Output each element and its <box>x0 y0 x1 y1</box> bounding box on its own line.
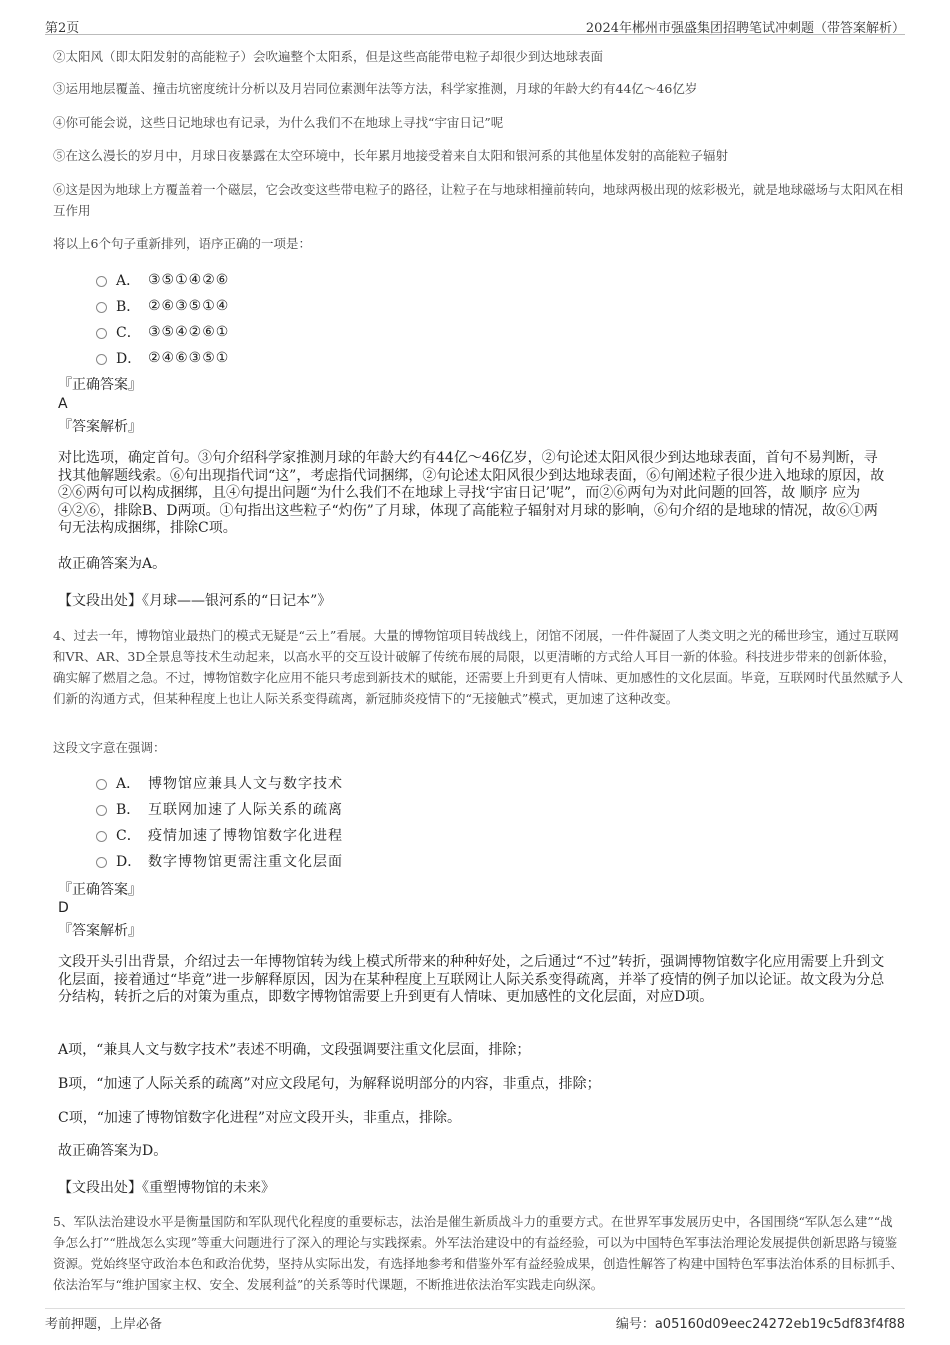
option-text: 疫情加速了博物馆数字化进程 <box>148 828 343 844</box>
option-text: 博物馆应兼具人文与数字技术 <box>148 776 343 792</box>
option-text: 互联网加速了人际关系的疏离 <box>148 802 343 818</box>
radio-icon[interactable] <box>96 805 107 816</box>
footer-divider <box>45 1308 905 1309</box>
question-4-stem: 4、过去一年，博物馆业最热门的模式无疑是“云上”看展。大量的博物馆项目转战线上，闭馆不闭展，一件件凝固了人类文明之光的稀世珍宝，通过互联网和VR、AR、3D全景息等技术生动起来，以高水平的交互设计破解了传统布展的局限，以更清晰的方式给人耳目一新的体验。科技进步带来的创新体验，确实解了燃眉之急。不过，博物馆数字化应用不能只考虑到新技术的赋能，还需要上升到更有人情味、更加感性的文化层面。毕竟，互联网时代虽然赋予人们新的沟通方式，但某种程度上也让人际关系变得疏离，新冠肺炎疫情下的“无接触式”模式，更加速了这种改变。 <box>53 628 904 706</box>
option-text: 数字博物馆更需注重文化层面 <box>148 854 343 870</box>
option-a[interactable] <box>96 773 343 793</box>
radio-icon[interactable] <box>96 328 107 339</box>
answer-conclusion: 故正确答案为D。 <box>58 1143 168 1159</box>
correct-answer-label: 『正确答案』 <box>58 882 142 898</box>
question-prompt: 将以上6个句子重新排列，语序正确的一项是： <box>53 236 311 251</box>
correct-answer: A <box>58 396 68 412</box>
option-letter: C． <box>116 828 141 844</box>
option-letter: D． <box>116 854 142 870</box>
option-letter: B． <box>116 802 141 818</box>
radio-icon[interactable] <box>96 857 107 868</box>
option-note-a: A项，“兼具人文与数字技术”表述不明确，文段强调要注重文化层面，排除； <box>58 1042 531 1058</box>
passage-source: 【文段出处】《月球——银河系的“日记本”》 <box>58 593 332 609</box>
document-id-code: a05160d09eec24272eb19c5df83f4f88 <box>654 1317 905 1332</box>
option-d[interactable] <box>96 348 229 368</box>
sentence-2: ②太阳风（即太阳发射的高能粒子）会吹遍整个太阳系，但是这些高能带电粒子却很少到达地球表面 <box>53 49 604 64</box>
option-c[interactable] <box>96 322 229 342</box>
correct-answer-label: 『正确答案』 <box>58 377 142 393</box>
sentence-5: ⑤在这么漫长的岁月中，月球日夜暴露在太空环境中，长年累月地接受着来自太阳和银河系的其他星体发射的高能粒子辐射 <box>53 148 729 163</box>
option-note-c: C项，“加速了博物馆数字化进程”对应文段开头，非重点，排除。 <box>58 1110 462 1126</box>
footer-slogan: 考前押题，上岸必备 <box>45 1317 163 1332</box>
option-letter: A． <box>116 776 141 792</box>
radio-icon[interactable] <box>96 276 107 287</box>
passage-source: 【文段出处】《重塑博物馆的未来》 <box>58 1180 275 1196</box>
option-text: ②⑥③⑤①④ <box>148 298 230 314</box>
document-title: 2024年郴州市强盛集团招聘笔试冲刺题（带答案解析） <box>585 21 905 36</box>
page-number: 第2页 <box>45 21 80 36</box>
analysis-text: 对比选项，确定首句。③句介绍科学家推测月球的年龄大约有44亿～46亿岁，②句论述太阳风很少到达地球表面，首句不易判断，寻找其他解题线索。⑥句出现指代词“这”，考虑指代词捆绑，②句论述太阳风很少到达地球表面，⑥句阐述粒子很少进入地球的原因，故②⑥两句可以构成捆绑，且④句提出问题“为什么我们不在地球上寻找‘宇宙日记’呢”，而②⑥两句为对此问题的回答，故 顺序 应为④②⑥，排除B、D两项。①句指出这些粒子“灼伤”了月球，体现了高能粒子辐射对月球的影响，⑥句介绍的是地球的情况，故⑥①两句无法构成捆绑，排除C项。 <box>58 450 885 536</box>
option-c[interactable] <box>96 825 343 845</box>
question-5-stem: 5、军队法治建设水平是衡量国防和军队现代化程度的重要标志，法治是催生新质战斗力的重要方式。在世界军事发展历史中，各国围绕“军队怎么建”“战争怎么打”“胜战怎么实现”等重大问题进行了深入的理论与实践探索。外军法治建设中的有益经验，可以为中国特色军事法治理论发展提供创新思路与镜鉴资源。党始终坚守政治本色和政治优势，坚持从实际出发，有选择地参考和借鉴外军有益经验成果，创造性解答了构建中国特色军事法治体系的目标抓手、依法治军与“维护国家主权、安全、发展利益”的关系等时代课题，不断推进依法治军实践走向纵深。 <box>53 1214 904 1292</box>
option-text: ③⑤④②⑥① <box>148 324 230 340</box>
sentence-4: ④你可能会说，这些日记地球也有记录，为什么我们不在地球上寻找“宇宙日记”呢 <box>53 115 504 130</box>
option-text: ③⑤①④②⑥ <box>148 272 230 288</box>
analysis-text: 文段开头引出背景，介绍过去一年博物馆转为线上模式所带来的种种好处，之后通过“不过”转折，强调博物馆数字化应用需要上升到文化层面，接着通过“毕竟”进一步解释原因，因为在某种程度上互联网让人际关系变得疏离，并举了疫情的例子加以论证。故文段为分总分结构，转折之后的对策为重点，即数字博物馆需要上升到更有人情味、更加感性的文化层面，对应D项。 <box>58 954 885 1005</box>
option-letter: B． <box>116 299 141 315</box>
document-id <box>616 1313 905 1332</box>
option-b[interactable] <box>96 799 343 819</box>
sentence-3: ③运用地层覆盖、撞击坑密度统计分析以及月岩同位素测年法等方法，科学家推测，月球的年龄大约有44亿～46亿岁 <box>53 81 698 96</box>
option-d[interactable] <box>96 851 343 871</box>
radio-icon[interactable] <box>96 831 107 842</box>
question-prompt: 这段文字意在强调： <box>53 740 166 755</box>
option-letter: C． <box>116 325 141 341</box>
option-note-b: B项，“加速了人际关系的疏离”对应文段尾句，为解释说明部分的内容，非重点，排除； <box>58 1076 601 1092</box>
sentence-6: ⑥这是因为地球上方覆盖着一个磁层，它会改变这些带电粒子的路径，让粒子在与地球相撞前转向，地球两极出现的炫彩极光，就是地球磁场与太阳风在相互作用 <box>53 182 904 218</box>
option-text: ②④⑥③⑤① <box>148 350 230 366</box>
radio-icon[interactable] <box>96 779 107 790</box>
analysis-label: 『答案解析』 <box>58 923 142 939</box>
answer-conclusion: 故正确答案为A。 <box>58 556 167 572</box>
radio-icon[interactable] <box>96 354 107 365</box>
option-letter: D． <box>116 351 142 367</box>
analysis-label: 『答案解析』 <box>58 419 142 435</box>
header-divider <box>45 34 905 35</box>
option-b[interactable] <box>96 296 229 316</box>
option-letter: A． <box>116 273 141 289</box>
document-id-label: 编号： <box>615 1317 655 1332</box>
correct-answer: D <box>58 900 69 916</box>
option-a[interactable] <box>96 270 229 290</box>
radio-icon[interactable] <box>96 302 107 313</box>
